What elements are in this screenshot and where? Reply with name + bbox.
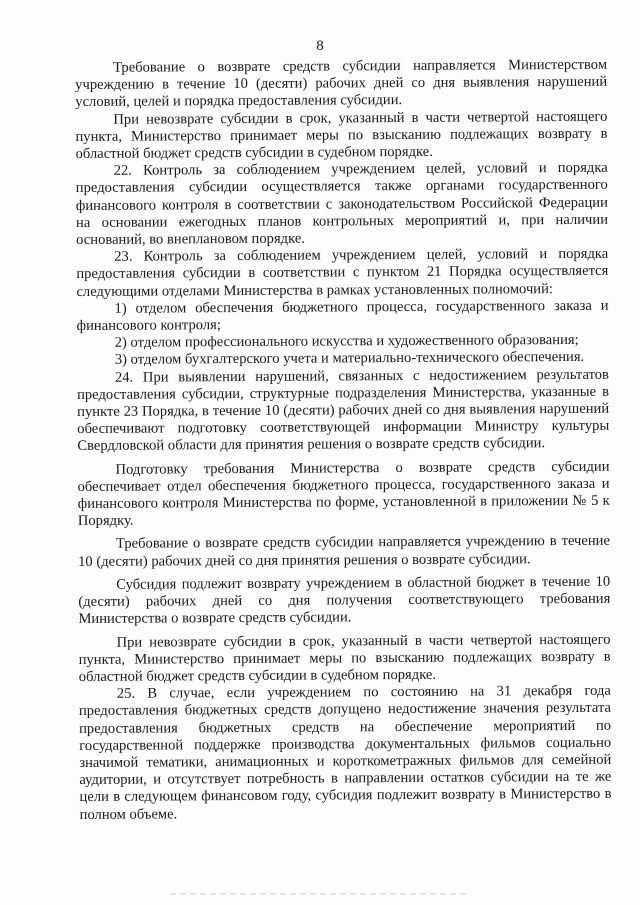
paragraph-item-23: 23. Контроль за соблюдением учреждением целей, условий и порядка предоставления субсидии в соответствии с пунктом 21 Порядка осуществляется следующими отделами Министерства в рамках установленных полномочий:: [76, 245, 609, 300]
paragraph-item-25: 25. В случае, если учреждением по состоянию на 31 декабря года предоставления бюджетных средств допущено недостижение значения результата предоставления бюджетных средств на обеспечение мероприятий по государственной поддержке производства документальных фильмов социально значимой тематики, анимационных и короткометражных фильмов для семейной аудитории, и отсутствует потребность в направлении остатков субсидии на те же цели в следующем финансовом году, субсидия подлежит возврату в Министерство в полном объеме.: [78, 682, 612, 823]
paragraph-item-24: 24. При выявлении нарушений, связанных с недостижением результатов предоставления субсидии, структурные подразделения Министерства, указанные в пункте 23 Порядка, в течение 10 (десяти) рабочих дней со дня выявления нарушений обеспечивают подготовку соответствующей информации Министру культуры Свердловской области для принятия решения о возврате средств субсидии.: [76, 366, 610, 455]
paragraph-demand-sending: Требование о возврате средств субсидии направляется учреждению в течение 10 (десяти) рабочих дней со дня принятия решения о возврате субсидии.: [78, 533, 610, 570]
list-item-department-3: 3) отделом бухгалтерского учета и материально-технического обеспечения.: [114, 349, 585, 369]
page-number: 8: [316, 38, 324, 54]
paragraph-demand-preparation: Подготовку требования Министерства о возврате средств субсидии обеспечивает отдел обеспечения бюджетного процесса, государственного заказа и финансового контроля Министерства по форме, установленной в приложении № 5 к Порядку.: [77, 458, 610, 530]
list-item-department-1: 1) отделом обеспечения бюджетного процесса, государственного заказа и финансового контроля;: [76, 297, 609, 335]
list-item-department-2: 2) отделом профессионального искусства и художественного образования;: [114, 332, 579, 352]
paragraph-non-return-judicial-2: При невозврате субсидии в срок, указанный в части четвертой настоящего пункта, Министерство принимает меры по взысканию подлежащих возврату в областной бюджет средств субсидии в судебном порядке.: [78, 631, 611, 685]
document-body: [75, 57, 612, 824]
paragraph-item-22: 22. Контроль за соблюдением учреждением целей, условий и порядка предоставления субсидии осуществляется также органами государственного финансового контроля в соответствии с законодательством Российской Федерации на основании ежегодных планов контрольных мероприятий и, при наличии оснований, во внеплановом порядке.: [75, 159, 609, 249]
paragraph-non-return-judicial: При невозврате субсидии в срок, указанный в части четвертой настоящего пункта, Министерство принимает меры по взысканию подлежащих возврату в областной бюджет средств субсидии в судебном порядке.: [75, 108, 608, 163]
paragraph-refund-demand: Требование о возврате средств субсидии направляется Министерством учреждению в течение 10 (десяти) рабочих дней со дня выявления нарушений условий, целей и порядка предоставления субсидии.: [75, 56, 608, 111]
scan-edge-mark: [170, 893, 470, 895]
paragraph-subsidy-return: Субсидия подлежит возврату учреждением в областной бюджет в течение 10 (десяти) рабочих дней со дня получения соответствующего требования Министерства о возврате средств субсидии.: [78, 573, 611, 628]
